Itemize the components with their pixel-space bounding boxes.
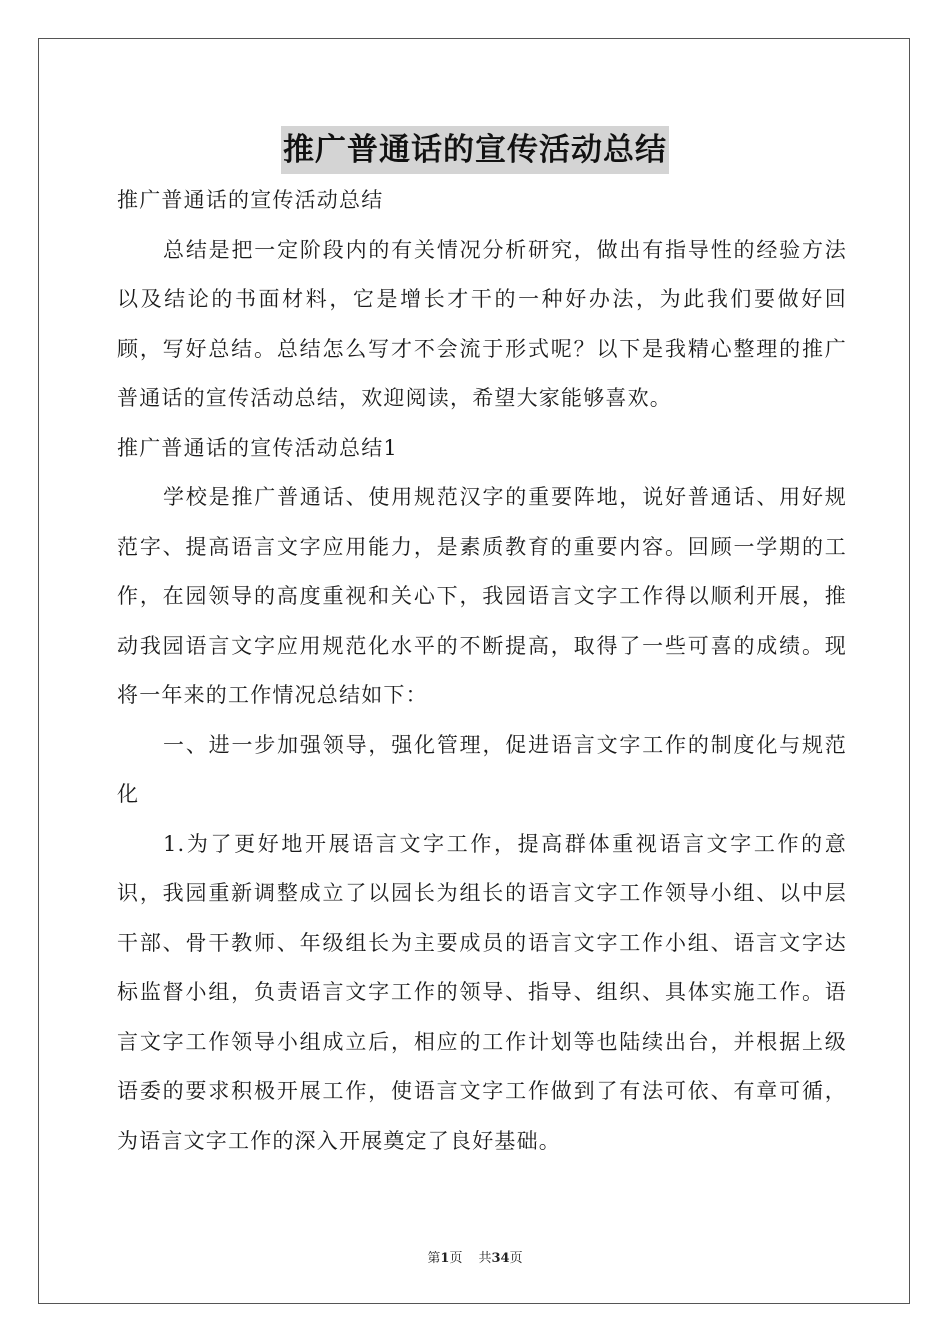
page-prefix: 第 [427, 1251, 441, 1266]
body-paragraph: 总结是把一定阶段内的有关情况分析研究，做出有指导性的经验方法以及结论的书面材料，它是增长才干的一种好办法，为此我们要做好回顾，写好总结。总结怎么写才不会流于形式呢？以下是我精心整理的推广普通话的宣传活动总结，欢迎阅读，希望大家能够喜欢。 [117, 237, 847, 410]
document-title: 推广普通话的宣传活动总结 [281, 126, 669, 174]
title-container [0, 126, 950, 174]
body-paragraph: 学校是推广普通话、使用规范汉字的重要阵地，说好普通话、用好规范字、提高语言文字应用能力，是素质教育的重要内容。回顾一学期的工作，在园领导的高度重视和关心下，我园语言文字工作得以顺利开展，推动我园语言文字应用规范化水平的不断提高，取得了一些可喜的成绩。现将一年来的工作情况总结如下： [117, 485, 847, 707]
total-pages: 34 [491, 1251, 510, 1266]
page-footer [0, 1247, 950, 1266]
section-heading: 推广普通话的宣传活动总结 [117, 188, 384, 212]
page-suffix: 页 [449, 1251, 463, 1266]
body-paragraph: 一、进一步加强领导，强化管理，促进语言文字工作的制度化与规范化 [117, 732, 847, 806]
page-number: 1 [440, 1251, 450, 1266]
document-body [117, 176, 847, 1166]
total-suffix: 页 [509, 1251, 523, 1266]
section-heading: 推广普通话的宣传活动总结1 [117, 435, 398, 460]
total-prefix: 共 [478, 1251, 492, 1266]
body-paragraph: 1.为了更好地开展语言文字工作，提高群体重视语言文字工作的意识，我园重新调整成立了以园长为组长的语言文字工作领导小组、以中层干部、骨干教师、年级组长为主要成员的语言文字工作小组、语言文字达标监督小组，负责语言文字工作的领导、指导、组织、具体实施工作。语言文字工作领导小组成立后，相应的工作计划等也陆续出台，并根据上级语委的要求积极开展工作，使语言文字工作做到了有法可依、有章可循，为语言文字工作的深入开展奠定了良好基础。 [117, 831, 847, 1153]
